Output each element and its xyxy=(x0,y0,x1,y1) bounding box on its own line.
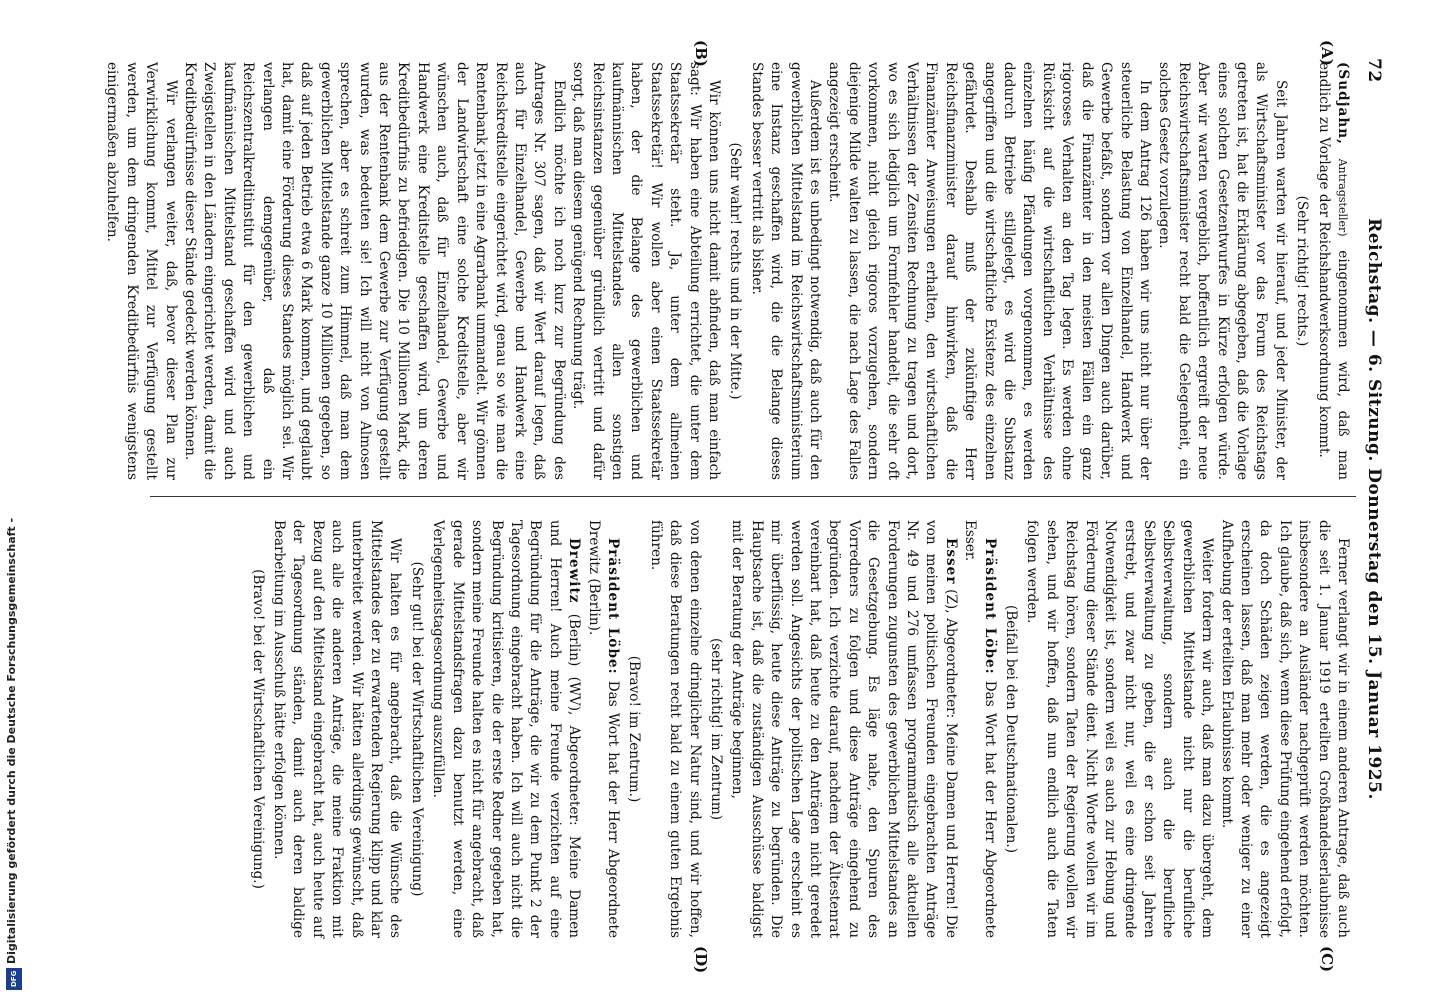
right-column xyxy=(245,520,1352,938)
reaction: (Bravo! im Zentrum.) xyxy=(626,655,643,803)
margin-mark-a: (A) xyxy=(1318,40,1336,66)
reaction: (Bravo! bei der Wirtschaftlichen Vereinigung.) xyxy=(249,569,266,889)
document-page xyxy=(104,0,1400,1000)
speaker-name: (Sudjahn, xyxy=(1335,62,1351,145)
paragraph xyxy=(1313,62,1352,480)
paragraph: In dem Antrag 126 haben wir uns nicht nur über der steuerliche Belastung von Einzelhandel, Handwerk und Gewerbe befaßt, sondern vor allen Dingen auch darüber, daß die Finanzämter in den meisten Fällen ein ganz rigoroses Verhalten an den Tag legen. Es werden ohne Rücksicht auf die wirtschaftlichen Verhältnisse des einzelnen häufig Pfändungen vorgenommen, es werden dadurch Betriebe stillgelegt, es wird die Substanz angegriffen und die wirtschaftliche Existenz des einzelnen gefährdet. Deshalb muß der zukünftige Herr Reichsfinanzminister darauf hinwirken, daß die Finanzämter Anweisungen erhalten, den wirtschaftlichen Verhältnissen der Zensiten Rechnung zu tragen und dort, wo es sich lediglich um Formfehler handelt, die sehr oft vorkommen, nicht gleich rigoros vorzugehen, sondern diejenige Milde walten zu lassen, die nach Lage des Falles angezeigt erscheint. xyxy=(826,62,1153,480)
paragraph-text: (Berlin) (WV), Abgeordneter: Meine Damen und Herren! Auch meine Freunde verzichten auf eine Begründung für die Anträge, die wir zu dem Punkt 2 der Tagesordnung eingebracht haben. Ich will auch nicht die Begründung kritisieren, die der erste Redner gegeben hat, sondern meine Freunde halten es nicht für angebracht, daß gerade Mittelstandsfragen dazu benutzt werden, eine Verlegenheitstagesordnung auszufüllen. xyxy=(430,520,583,938)
page-header xyxy=(1360,58,1384,960)
paragraph-text: Das Wort hat der Herr Abgeordnete Esser. xyxy=(962,520,998,938)
page-number: 72 xyxy=(1364,58,1384,83)
paragraph xyxy=(428,520,583,938)
paragraph: Wir halten es für angebracht, daß die Wünsche des Mittelstandes der zu erwartenden Regierung klipp und klar unterbreitet werden. Wir hätten allerdings gewünscht, daß auch alle die anderen Anträge, die meine Fraktion mit Bezug auf den Mittelstand eingebracht hat, auch heute auf der Tagesordnung ständen, damit auch deren baldige Bearbeitung im Ausschuß hätte erfolgen können. xyxy=(271,520,404,938)
speaker-name: Präsident Löbe: xyxy=(604,538,621,675)
margin-mark-c: (C) xyxy=(1318,946,1336,973)
column-divider xyxy=(150,496,1356,497)
reaction: (sehr richtig! im Zentrum) xyxy=(708,637,724,821)
speaker-name: Präsident Löbe: xyxy=(981,538,998,675)
paragraph-text: Das Wort hat der Herr Abgeordnete Drewitz (Berlin). xyxy=(585,520,621,938)
margin-mark-d: (D) xyxy=(692,946,710,974)
reaction: (Sehr gut! bei der Wirtschaftlichen Vereinigung) xyxy=(408,561,425,897)
dfg-logo: DFG xyxy=(6,968,22,990)
page-title: Reichstag. — 6. Sitzung. Donnerstag den 15. Januar 1925. xyxy=(1364,218,1384,800)
paragraph: Wir können uns nicht damit abfinden, daß man einfach sagt: Wir haben eine Abteilung errichtet, die unter dem Staatssekretär steht. Ja, unter dem allmeinen Staatssekretär! Wir wollen aber einen Staatssekretär haben, der die Belange des gewerblichen und kaufmännischen Mittelstandes allen sonstigen Reichsinstanzen gegenüber gründlich vertritt und dafür sorgt, daß man diesem genügend Rechnung trägt. xyxy=(570,62,722,480)
paragraph: Ferner verlangt wir in einem anderen Antrage, daß auch die seit 1. Januar 1919 erteilten Großhandelserlaubnisse insbesondere an Ausländer nachgeprüft werden möchten. Ich glaube, daß sich, wenn diese Prüfung eingehend erfolgt, da doch Schäden zeigen werden, die es angezeigt erscheinen lassen, daß man mehr oder weniger zu einer Aufhebung der erteilten Erlaubnisse kommt. xyxy=(1218,520,1351,938)
paragraph: Endlich möchte ich noch kurz zur Begründung des Antrages Nr. 307 sagen, daß wir Wert darauf legen, daß auch für Einzelhandel, Gewerbe und Handwerk eine Reichskreditstelle eingerichtet wird, genau so wie man die Rentenbank jetzt in eine Agrarbank ummandelt. Wir gönnen der Landwirtschaft eine solche Kreditstelle, aber wir wünschen auch, daß für Einzelhandel, Gewerbe und Handwerk eine Kreditstelle geschaffen wird, um deren Kreditbedürfnis zu befriedigen. Die 10 Millionen Mark, die aus der Rentenbank dem Gewerbe zur Verfügung gestellt wurden, was bedeuten sie! Ich will nicht von Almosen sprechen, aber es schreit zum Himmel, daß man dem gewerblichen Mittelstande ganze 10 Millionen gegeben, so daß auf jeden Betrieb etwa 6 Mark kommen, und geglaubt hat, damit eine Förderung dieses Standes möglich sei. Wir verlangen demgegenüber, daß ein Reichszentralkreditinstitut für den gewerblichen und kaufmännischen Mittelstand geschaffen wird und auch Zweigstellen in den Ländern eingerichtet werden, damit die Kreditbedürfnisse dieser Stände gedeckt werden können. xyxy=(182,62,567,480)
paragraph xyxy=(583,520,622,938)
reaction: (Sehr wahr! rechts und in der Mitte.) xyxy=(727,142,744,400)
paragraph: Wir verlangen weiter, daß, bevor dieser Plan zur Verwirklichung kommt, Mittel zur Verfügung gestellt werden, um dem dringenden Kreditbedürfnis wenigstens einigermaßen abzuhelfen. xyxy=(104,62,179,480)
paragraph-text: (Z), Abgeordneter: Meine Damen und Herren! Die von meinen politischen Freunden eingebrachten Anträge Nr. 49 und 276 umfassen programmatisch alle aktuellen Forderungen zugunsten des gewerblichen Mittelstandes an die Gesetzgebung. Es läge nahe, den Spuren des Vorredners zu folgen und diese Anträge eingehend zu begründen. Ich verzichte darauf, nachdem der Ältestenrat vereinbart hat, daß heute zu den Anträgen nicht geredet werden soll. Angesichts der politischen Lage erscheint es mir überflüssig, heute diese Anträge zu begründen. Die Hauptsache ist, daß die zuständigen Ausschüsse baldigst mit der Beratung der Anträge beginnen, xyxy=(729,520,959,938)
speaker-name: Esser xyxy=(942,538,959,585)
paragraph: Weiter fordern wir auch, daß man dazu übergeht, dem gewerblichen Mittelstande nicht nur die berufliche Selbstverwaltung, sondern auch die berufliche Selbstverwaltung zu geben, die er schon seit Jahren erstrebt, und zwar nicht nur, weil es eine dringende Notwendigkeit ist, sondern weil es auch zur Hebung und Förderung dieser Stände dient. Nicht Worte wollen wir im Reichstag hören, sondern Taten der Regierung wollen wir sehen, und wir hoffen, daß nun endlich auch die Taten folgen werden. xyxy=(1024,520,1216,938)
footer-credit: Digitalisierung gefördert durch die Deutsche Forschungsgemeinschaft - xyxy=(5,517,18,964)
paragraph-text: eingenommen wird, daß man endlich zu Vorlage der Reichshandwerksordnung kommt. xyxy=(1315,62,1351,480)
reaction: (Beifall bei den Deutschnationalen.) xyxy=(1003,604,1020,854)
paragraph: Seit Jahren warten wir hierauf, und jeder Minister, der als Wirtschaftsminister vor das Forum des Reichstags getreten ist, hat die Erklärung abgegeben, daß die Vorlage eines solchen Gesetzentwurfes in Kürze erfolgen würde. Aber wir warten vergeblich, hoffentlich ergreift der neue Reichswirtschaftsminister recht bald die Gelegenheit, ein solches Gesetz vorzulegen. xyxy=(1156,62,1289,480)
paragraph xyxy=(960,520,999,938)
paragraph: von denen einzelne dringlicher Natur sind, und wir hoffen, daß diese Beratungen recht bald zu einem guten Ergebnis führen. xyxy=(647,520,703,938)
paragraph: Außerdem ist es unbedingt notwendig, daß auch für den gewerblichen Mittelstand im Reichswirtschaftsministerium eine Instanz geschaffen wird, die die Belange dieses Standes besser vertritt als bisher. xyxy=(748,62,824,480)
speaker-note: Antragsteller) xyxy=(1336,158,1349,237)
digitization-footer xyxy=(2,4,24,994)
reaction: (Sehr richtig! rechts.) xyxy=(1294,195,1311,347)
left-column xyxy=(102,62,1352,480)
margin-mark-b: (B) xyxy=(692,40,710,67)
speaker-name: Drewitz xyxy=(566,538,583,604)
paragraph xyxy=(727,520,960,938)
